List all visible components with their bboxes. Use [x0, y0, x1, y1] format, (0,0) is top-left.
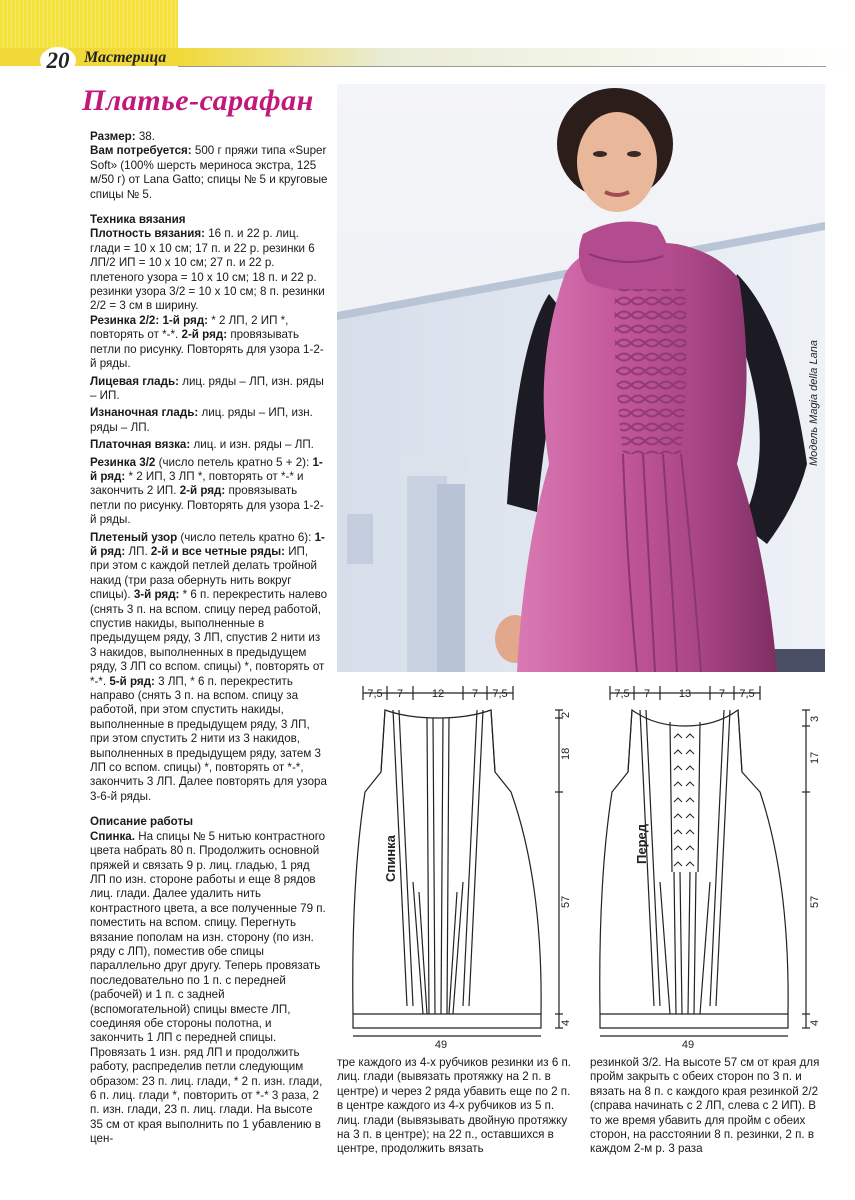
- front-dim-4: 7: [718, 688, 726, 700]
- garter-paragraph: Платочная вязка: лиц. и изн. ряды – ЛП.: [90, 438, 314, 452]
- back-paragraph: Спинка. На спицы № 5 нитью контрастного цвета набрать 80 п. Продолжить основной пряжей и связать 9 р. лиц. гладью, 1 ряд ЛП по изн. стороне работы и еще 8 рядов лиц. глади. Далее удалить нить контрастного цвета, а все полученные 79 п. поместить на вспом. спицу. Перегнуть вязание пополам на изн. сторону (по изн. ряду с ЛП), поместив обе спицы параллельно друг другу. Теперь провязать последовательно по 1 п. с передней (рабочей) и 1 п. с задней (вспомогательной) спицы вместе ЛП, соединяя обе стороны полотна, и закончить 1 ЛП с передней спицы. Провязать 1 изн. ряд ЛП и продолжить работу, распределив петли следующим образом: 23 п. лиц. глади, * 2 п. изн. глади, 6 п. лиц. глади *, повторить от *-* 3 раза, 2 п. изн. глади, 23 п. лиц. глади. На высоте 35 см от края выполнить по 1 убавлению в цен-: [90, 829, 326, 1146]
- back-dim-1: 7,5: [367, 688, 383, 700]
- front-bottom-dim: 49: [681, 1039, 695, 1050]
- diagram-front: [590, 682, 830, 1050]
- reverse-paragraph: Изнаночная гладь: лиц. ряды – ИП, изн. ряды – ЛП.: [90, 406, 313, 434]
- rib32-paragraph: Резинка 3/2 (число петель кратно 5 + 2): 1-й ряд: * 2 ИП, 3 ЛП *, повторять от *-* и закончить 2 ИП. 2-й ряд: провязывать петли по рисунку. Повторять для узора 1-2-й ряды.: [90, 455, 324, 527]
- diagram-back: [345, 682, 585, 1050]
- density-paragraph: Плотность вязания: 16 п. и 22 р. лиц. глади = 10 х 10 см; 17 п. и 22 р. резинки 6 ЛП/2 ИП = 10 х 10 см; 27 п. и 22 р. плетеного узора = 10 х 10 см; 18 п. и 22 р. резинки узора 3/2 = 10 х 10 см; 8 п. резинки 2/2 = 3 см в ширину.: [90, 227, 325, 313]
- page-title: Платье-сарафан: [82, 84, 314, 117]
- back-dim-3: 12: [431, 688, 445, 700]
- front-label: Перед: [634, 824, 649, 864]
- back-dim-5: 7,5: [492, 688, 508, 700]
- back-side-4: 4: [560, 1019, 572, 1026]
- back-dim-2: 7: [396, 688, 404, 700]
- front-dim-5: 7,5: [739, 688, 755, 700]
- back-side-3: 57: [560, 895, 572, 908]
- model-illustration: [337, 84, 825, 672]
- model-photo: [337, 84, 825, 672]
- magazine-name: Мастерица: [84, 49, 167, 66]
- front-side-2: 17: [809, 751, 821, 764]
- instructions-column: [90, 130, 328, 1147]
- front-side-1: 3: [809, 715, 821, 722]
- front-side-4: 4: [809, 1019, 821, 1026]
- front-dim-3: 13: [678, 688, 692, 700]
- size-paragraph: Размер: 38.: [90, 130, 155, 143]
- page-number: 20: [40, 47, 76, 74]
- col2-paragraph: тре каждого из 4-х рубчиков резинки из 6 п. лиц. глади (вывязать протяжку на 2 п. в центре) и через 2 ряда убавить еще по 2 п. в центре каждого из 4-х рубчиков из 5 п. лиц. глади (вывязывать двойную протяжку на 3 п. в центре); на 22 п., оставшихся в центре, продолжить вязать: [337, 1056, 571, 1156]
- materials-paragraph: Вам потребуется: 500 г пряжи типа «Super Soft» (100% шерсть мериноса экстра, 125 м/50 г) от Lana Gatto; спицы № 5 и круговые спицы № 5.: [90, 144, 328, 201]
- back-bottom-dim: 49: [434, 1039, 448, 1050]
- braid-paragraph: Плетеный узор (число петель кратно 6): 1-й ряд: ЛП. 2-й и все четные ряды: ИП, при этом с каждой петлей делать тройной накид (три раза обернуть нить вокруг спицы). 3-й ряд: * 6 п. перекрестить налево (снять 3 п. на вспом. спицу перед работой, спустив накиды, выполненные в предыдущем ряду, 3 ЛП, спустив 2 нити из 3 накидов, выполненных в предыдущем ряду, 3 ЛП со вспом. спицы) *, повторять от *-*. 5-й ряд: 3 ЛП, * 6 п. перекрестить направо (снять 3 п. на вспом. спицу за работой, при этом спустить накиды, выполненные в предыдущем ряду, 3 ЛП, при этом спустить 2 нити из 3 накидов, выполненных в предыдущем ряду, затем 3 ЛП со вспом. спицы) *, повторять от *-*, закончить 3 ЛП. Далее повторять для узора 3-6-й ряды.: [90, 530, 328, 803]
- back-label: Спинка: [383, 835, 398, 882]
- header-rule: [178, 66, 826, 67]
- back-side-2: 18: [560, 747, 572, 760]
- front-side-3: 57: [809, 895, 821, 908]
- front-dim-2: 7: [643, 688, 651, 700]
- front-dim-1: 7,5: [614, 688, 630, 700]
- rib22-paragraph: Резинка 2/2: 1-й ряд: * 2 ЛП, 2 ИП *, повторять от *-*. 2-й ряд: провязывать петли по рисунку. Повторять для узора 1-2-й ряды.: [90, 313, 324, 371]
- continuation-column-2: [337, 1056, 575, 1157]
- header-yellow-block: [0, 0, 178, 48]
- stockinette-paragraph: Лицевая гладь: лиц. ряды – ЛП, изн. ряды – ИП.: [90, 374, 324, 402]
- photo-credit: Модель Magia della Lana: [808, 340, 820, 466]
- continuation-column-3: [590, 1056, 826, 1157]
- back-dim-4: 7: [471, 688, 479, 700]
- technique-heading: Техника вязания: [90, 213, 186, 227]
- description-heading: Описание работы: [90, 815, 194, 829]
- back-side-1: 2: [560, 711, 572, 718]
- col3-paragraph: резинкой 3/2. На высоте 57 см от края для пройм закрыть с обеих сторон по 3 п. и вязать на 8 п. с каждого края резинкой 2/2 (справа начинать с 2 ЛП, слева с 2 ИП). В то же время убавить для пройм с обеих сторон, на расстоянии 8 п. резинки, 2 п. в каждом 2-м р. 3 раза: [590, 1056, 820, 1156]
